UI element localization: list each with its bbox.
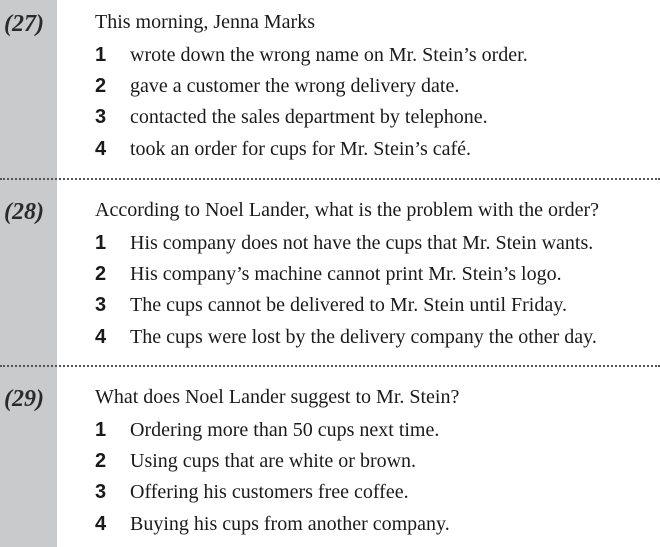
option-text: gave a customer the wrong delivery date.: [130, 75, 460, 97]
option-1: [95, 418, 439, 442]
option-text: His company’s machine cannot print Mr. Stein’s logo.: [130, 263, 562, 285]
option-3: [95, 105, 488, 129]
option-text: Offering his customers free coffee.: [130, 481, 409, 503]
option-number: 4: [95, 326, 107, 348]
option-number: 4: [95, 513, 107, 535]
option-text: Ordering more than 50 cups next time.: [130, 419, 440, 441]
option-text: Using cups that are white or brown.: [130, 450, 417, 472]
option-number: 2: [95, 450, 107, 472]
option-2: [95, 74, 459, 98]
option-text: took an order for cups for Mr. Stein’s café.: [130, 138, 472, 160]
option-1: [95, 43, 528, 67]
option-number: 1: [95, 44, 107, 66]
option-2: [95, 262, 562, 286]
section-divider: [0, 365, 660, 367]
option-number: 2: [95, 263, 107, 285]
option-text: contacted the sales department by telephone.: [130, 106, 488, 128]
option-number: 3: [95, 294, 107, 316]
option-number: 1: [95, 232, 107, 254]
option-3: [95, 480, 409, 504]
question-number: (29): [4, 386, 44, 412]
section-divider: [0, 178, 660, 180]
option-text: Buying his cups from another company.: [130, 513, 450, 535]
question-stem: What does Noel Lander suggest to Mr. Stein?: [95, 386, 460, 408]
option-number: 4: [95, 138, 107, 160]
option-number: 1: [95, 419, 107, 441]
option-3: [95, 293, 567, 317]
option-text: The cups cannot be delivered to Mr. Stein until Friday.: [130, 294, 567, 316]
option-text: The cups were lost by the delivery company the other day.: [130, 326, 597, 348]
option-number: 3: [95, 106, 107, 128]
question-stem: According to Noel Lander, what is the problem with the order?: [95, 199, 600, 221]
option-4: [95, 512, 450, 536]
option-1: [95, 231, 593, 255]
question-number: (27): [4, 11, 44, 37]
question-number: (28): [4, 199, 44, 225]
option-4: [95, 137, 471, 161]
option-number: 3: [95, 481, 107, 503]
question-stem: This morning, Jenna Marks: [95, 11, 315, 33]
option-4: [95, 325, 597, 349]
option-text: wrote down the wrong name on Mr. Stein’s order.: [130, 44, 528, 66]
option-2: [95, 449, 416, 473]
option-number: 2: [95, 75, 107, 97]
option-text: His company does not have the cups that Mr. Stein wants.: [130, 232, 594, 254]
question-number-sidebar: [0, 0, 57, 547]
